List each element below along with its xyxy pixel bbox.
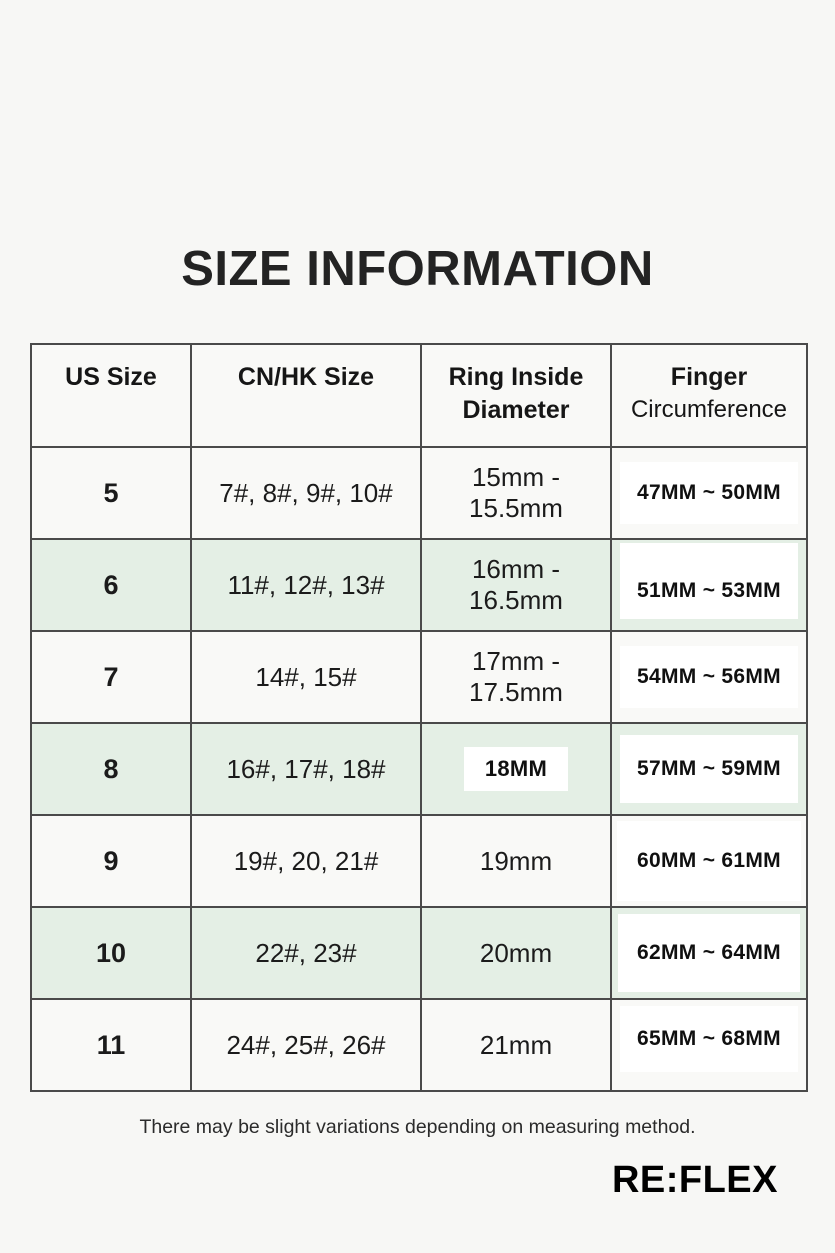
circumference-cell (611, 631, 807, 723)
highlight-patch: 57MM ~ 59MM (620, 735, 798, 803)
us-size-cell: 7 (31, 631, 191, 723)
header-cell-cnhk-size (191, 344, 421, 447)
header-cnhk-size-label: CN/HK Size (237, 363, 375, 391)
circumference-cell (611, 447, 807, 539)
circumference-cell (611, 539, 807, 631)
table-row (31, 631, 807, 723)
footnote: There may be slight variations depending on measuring method. (139, 1116, 696, 1138)
cnhk-size-cell: 7#, 8#, 9#, 10# (191, 447, 421, 539)
header-cell-ring-inside-diameter (421, 344, 611, 447)
cnhk-size-cell: 22#, 23# (191, 907, 421, 999)
page-title: SIZE INFORMATION (181, 242, 654, 296)
highlight-patch: 60MM ~ 61MM (617, 821, 801, 901)
header-diameter-line1: Ring Inside (448, 363, 584, 391)
table-row (31, 999, 807, 1091)
header-cell-us-size (31, 344, 191, 447)
table-row (31, 815, 807, 907)
header-diameter-line2: Diameter (462, 396, 570, 424)
cnhk-size-cell: 16#, 17#, 18# (191, 723, 421, 815)
us-size-cell: 11 (31, 999, 191, 1091)
cnhk-size-cell: 19#, 20, 21# (191, 815, 421, 907)
circumference-cell (611, 815, 807, 907)
us-size-cell: 9 (31, 815, 191, 907)
diameter-cell: 17mm - 17.5mm (421, 631, 611, 723)
highlight-patch: 47MM ~ 50MM (620, 462, 798, 524)
header-circumference-line1: Finger (670, 363, 748, 391)
circumference-cell (611, 907, 807, 999)
size-table (30, 343, 808, 1092)
header-cell-finger-circumference (611, 344, 807, 447)
diameter-cell: 15mm - 15.5mm (421, 447, 611, 539)
brand-logo: RE:FLEX (611, 1159, 778, 1201)
table-row (31, 723, 807, 815)
highlight-patch: 18MM (464, 747, 568, 791)
header-us-size-label: US Size (65, 363, 157, 391)
table-row (31, 907, 807, 999)
table-row (31, 539, 807, 631)
cnhk-size-cell: 11#, 12#, 13# (191, 539, 421, 631)
us-size-cell: 8 (31, 723, 191, 815)
diameter-cell: 16mm - 16.5mm (421, 539, 611, 631)
us-size-cell: 6 (31, 539, 191, 631)
us-size-cell: 5 (31, 447, 191, 539)
header-row (31, 344, 807, 447)
us-size-cell: 10 (31, 907, 191, 999)
highlight-patch: 54MM ~ 56MM (620, 646, 798, 708)
circumference-cell (611, 999, 807, 1091)
circumference-cell (611, 723, 807, 815)
highlight-patch: 51MM ~ 53MM (620, 543, 798, 619)
cnhk-size-cell: 24#, 25#, 26# (191, 999, 421, 1091)
highlight-patch: 62MM ~ 64MM (618, 914, 800, 992)
header-circumference-line2: Circumference (630, 396, 788, 423)
diameter-cell: 21mm (421, 999, 611, 1091)
cnhk-size-cell: 14#, 15# (191, 631, 421, 723)
highlight-patch: 65MM ~ 68MM (620, 1006, 798, 1072)
table-row (31, 447, 807, 539)
diameter-cell (421, 723, 611, 815)
diameter-cell: 19mm (421, 815, 611, 907)
diameter-cell: 20mm (421, 907, 611, 999)
